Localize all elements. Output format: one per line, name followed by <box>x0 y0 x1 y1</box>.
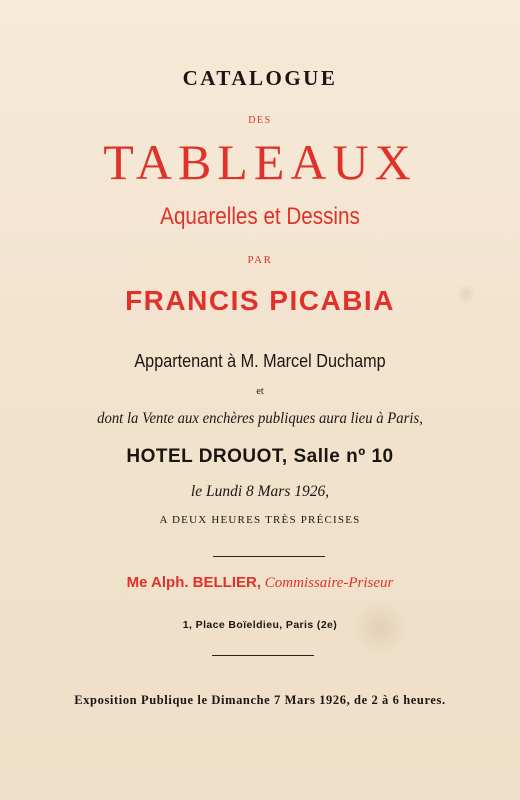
venue-line: HOTEL DROUOT, Salle nº 10 <box>126 446 394 467</box>
date-line: le Lundi 8 Mars 1926, <box>190 483 330 500</box>
aquarelles-subtitle: Aquarelles et Dessins <box>160 203 360 230</box>
auctioneer-name: Me Alph. BELLIER, <box>126 574 262 591</box>
auctioneer-title: Commissaire-Priseur <box>264 575 394 591</box>
exhibition-line: Exposition Publique le Dimanche 7 Mars 1926, de 2 à 6 heures. <box>74 693 446 707</box>
divider-rule <box>213 556 325 557</box>
tableaux-title: TABLEAUX <box>103 134 417 190</box>
sale-line: dont la Vente aux enchères publiques aura lieu à Paris, <box>97 410 423 427</box>
des-word: DES <box>248 115 272 126</box>
auctioneer-line <box>0 574 520 592</box>
par-word: PAR <box>247 254 273 266</box>
auctioneer-address: 1, Place Boïeldieu, Paris (2e) <box>182 619 338 631</box>
et-word: et <box>256 386 264 397</box>
catalogue-heading: CATALOGUE <box>182 66 338 90</box>
artist-name: FRANCIS PICABIA <box>125 285 395 316</box>
owner-line: Appartenant à M. Marcel Duchamp <box>134 351 386 371</box>
time-line: A DEUX HEURES TRÈS PRÉCISES <box>159 514 361 526</box>
divider-rule <box>212 655 314 656</box>
